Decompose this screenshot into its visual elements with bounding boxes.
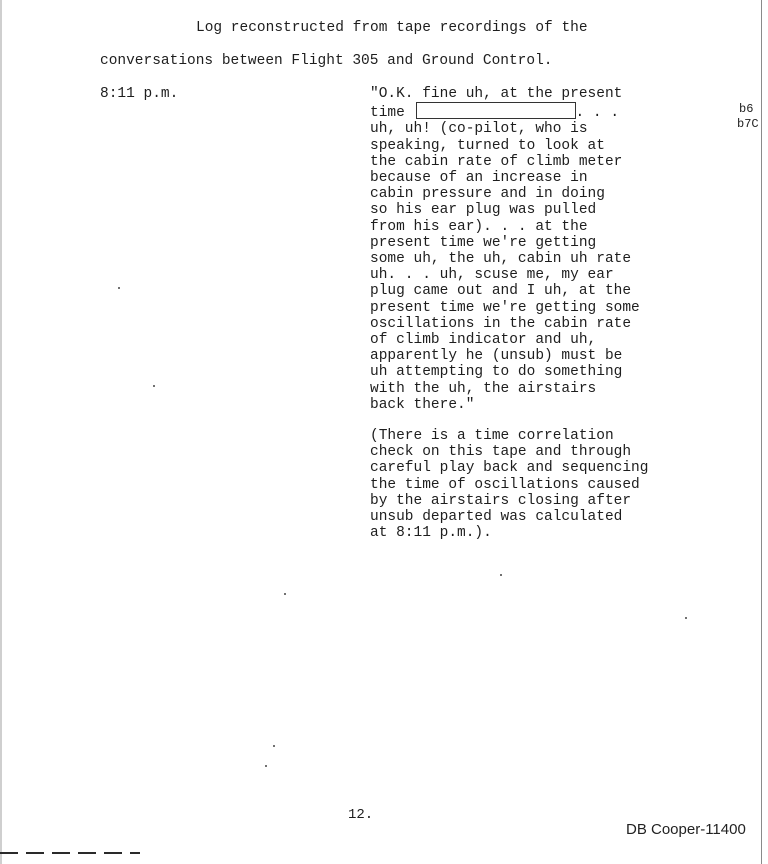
header-line-1: Log reconstructed from tape recordings of the — [196, 20, 588, 36]
transcript-quote — [370, 86, 640, 413]
scan-speck — [685, 617, 687, 619]
scan-speck — [500, 574, 502, 576]
quote-body: uh, uh! (co-pilot, who is speaking, turned to look at the cabin rate of climb meter because of an increase in cabin pressure and in doing so his ear plug was pulled from his ear). . . at the present time we're getting some uh, the uh, cabin uh rate uh. . . uh, scuse me, my ear plug came out and I uh, at the present time we're getting some oscillations in the cabin rate of climb indicator and uh, apparently he (unsub) must be uh attempting to do something with the uh, the airstairs back there." — [370, 121, 640, 413]
time-correlation-note: (There is a time correlation check on this tape and through careful play back and sequencing the time of oscillations caused by the airstairs closing after unsub departed was calculated at 8:11 p.m.). — [370, 428, 649, 542]
scan-speck — [284, 593, 286, 595]
page-left-edge — [0, 0, 2, 864]
scan-speck — [153, 385, 155, 387]
quote-time-suffix: . . . — [575, 105, 620, 122]
header-line-2: conversations between Flight 305 and Ground Control. — [100, 53, 553, 69]
page-number: 12. — [348, 807, 374, 823]
quote-time-prefix: time — [370, 105, 414, 122]
scan-speck — [273, 745, 275, 747]
document-id: DB Cooper-11400 — [626, 821, 746, 838]
time-label: 8:11 p.m. — [100, 86, 179, 102]
scan-speck — [118, 287, 120, 289]
exemption-code-b6: b6 — [739, 102, 754, 116]
redaction-box — [416, 102, 576, 119]
exemption-code-b7c: b7C — [737, 117, 759, 131]
quote-line-1: "O.K. fine uh, at the present — [370, 86, 623, 102]
bottom-edge-dashes — [0, 852, 140, 854]
page-right-edge — [761, 0, 762, 864]
scan-speck — [265, 765, 267, 767]
